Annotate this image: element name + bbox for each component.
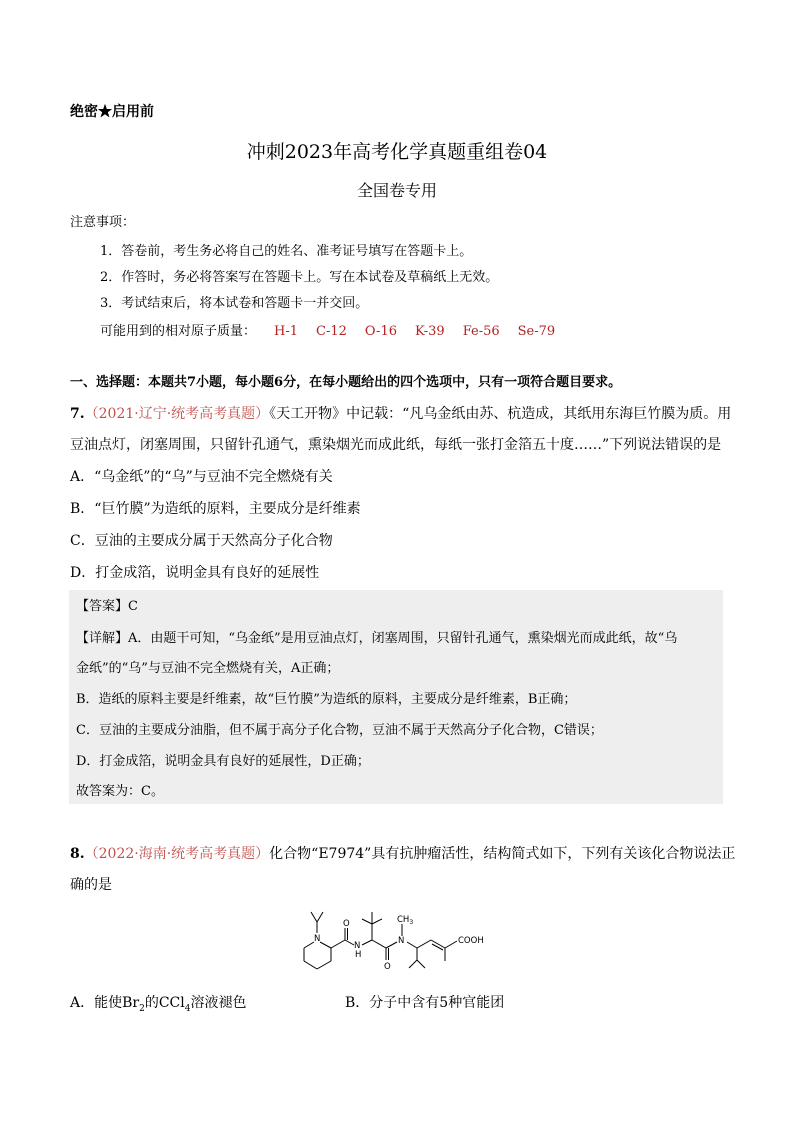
q7-option-c: C．豆油的主要成分属于天然高分子化合物 xyxy=(70,533,333,549)
notice-heading: 注意事项： xyxy=(70,215,136,230)
q7-explain-line: B．造纸的原料主要是纤维素，故“巨竹膜”为造纸的原料，主要成分是纤维素，B正确； xyxy=(76,692,577,707)
methyl-group xyxy=(397,915,413,926)
exam-title: 冲刺2023年高考化学真题重组卷04 xyxy=(246,141,548,163)
q7-answer: 【答案】C xyxy=(76,599,138,614)
q8-stem-text: 化合物“E7974”具有抗肿瘤活性，结构简式如下，下列有关该化合物说法正 xyxy=(269,846,736,862)
q7-explain-line: 故答案为：C。 xyxy=(76,784,164,799)
q7-option-d: D．打金成箔，说明金具有良好的延展性 xyxy=(70,565,320,581)
atomic-mass-item: C-12 xyxy=(316,324,347,339)
q8-option-a-sub: 2 xyxy=(139,1003,145,1014)
q7-stem-text: 《天工开物》中记载：“凡乌金纸由苏、杭造成，其纸用东海巨竹膜为质。用 xyxy=(269,406,732,422)
q8-option-a-text: 溶液褪色 xyxy=(190,995,247,1011)
q7-explain-line: 金纸”的“乌”与豆油不完全燃烧有关，A正确； xyxy=(76,661,340,676)
atomic-mass-item: Fe-56 xyxy=(462,324,500,339)
q7-option-b: B．“巨竹膜”为造纸的原料，主要成分是纤维素 xyxy=(70,501,361,517)
q7-stem-line2: 豆油点灯，闭塞周围，只留针孔通气，熏染烟光而成此纸，每纸一张打金箔五十度……”下列说法错误的是 xyxy=(70,437,722,453)
confidential-label: 绝密★启用前 xyxy=(70,104,154,120)
atom-n: N xyxy=(398,936,405,946)
notice-item: 3．考试结束后，将本试卷和答题卡一并交回。 xyxy=(100,296,369,311)
q8-source: （2022·海南·统考高考真题） xyxy=(84,846,270,862)
atom-n: N xyxy=(314,934,321,944)
atomic-mass-item: H-1 xyxy=(274,324,299,339)
atomic-masses xyxy=(100,320,555,339)
section-heading: 一、选择题：本题共7小题，每小题6分，在每小题给出的四个选项中，只有一项符合题目要求。 xyxy=(70,375,622,390)
q7-option-a: A．“乌金纸”的“乌”与豆油不完全燃烧有关 xyxy=(70,469,333,485)
q7-explain-line: C．豆油的主要成分油脂，但不属于高分子化合物，豆油不属于天然高分子化合物，C错误； xyxy=(76,723,603,738)
q7-explain-line: 【详解】A．由题干可知，“乌金纸”是用豆油点灯，闭塞周围，只留针孔通气，熏染烟光而成此纸，故“乌 xyxy=(76,631,678,646)
methyl-text: CH xyxy=(397,915,410,925)
atom-o: O xyxy=(384,962,391,972)
methyl-subscript: 3 xyxy=(409,919,414,926)
q7-explain-line: D．打金成箔，说明金具有良好的延展性，D正确； xyxy=(76,754,370,769)
q7-stem xyxy=(70,403,731,423)
atomic-mass-item: Se-79 xyxy=(517,324,556,339)
q8-option-a xyxy=(70,992,246,1014)
carboxyl-group: COOH xyxy=(458,936,484,946)
q8-option-b: B．分子中含有5种官能团 xyxy=(345,995,505,1011)
notice-item: 1．答卷前，考生务必将自己的姓名、准考证号填写在答题卡上。 xyxy=(100,244,473,259)
q7-number: 7. xyxy=(70,406,85,422)
atomic-mass-item: K-39 xyxy=(415,324,445,339)
notice-item: 2．作答时，务必将答案写在答题卡上。写在本试卷及草稿纸上无效。 xyxy=(100,270,499,285)
atom-h: H xyxy=(355,950,362,960)
atom-n: N xyxy=(354,941,361,951)
structural-formula-figure xyxy=(285,898,515,984)
q8-stem xyxy=(70,843,735,863)
atomic-masses-label: 可能用到的相对原子质量： xyxy=(100,324,257,339)
q8-option-a-sub: 4 xyxy=(184,1003,191,1014)
exam-subtitle: 全国卷专用 xyxy=(356,181,437,200)
q8-option-a-text: 的CCl xyxy=(144,995,185,1011)
atomic-mass-item: O-16 xyxy=(364,324,397,339)
q8-number: 8. xyxy=(70,846,85,862)
atom-o: O xyxy=(343,919,350,929)
q8-option-a-text: A．能使Br xyxy=(70,995,140,1011)
q7-source: （2021·辽宁·统考高考真题） xyxy=(84,406,270,422)
q8-stem-line2: 确的是 xyxy=(70,877,112,893)
